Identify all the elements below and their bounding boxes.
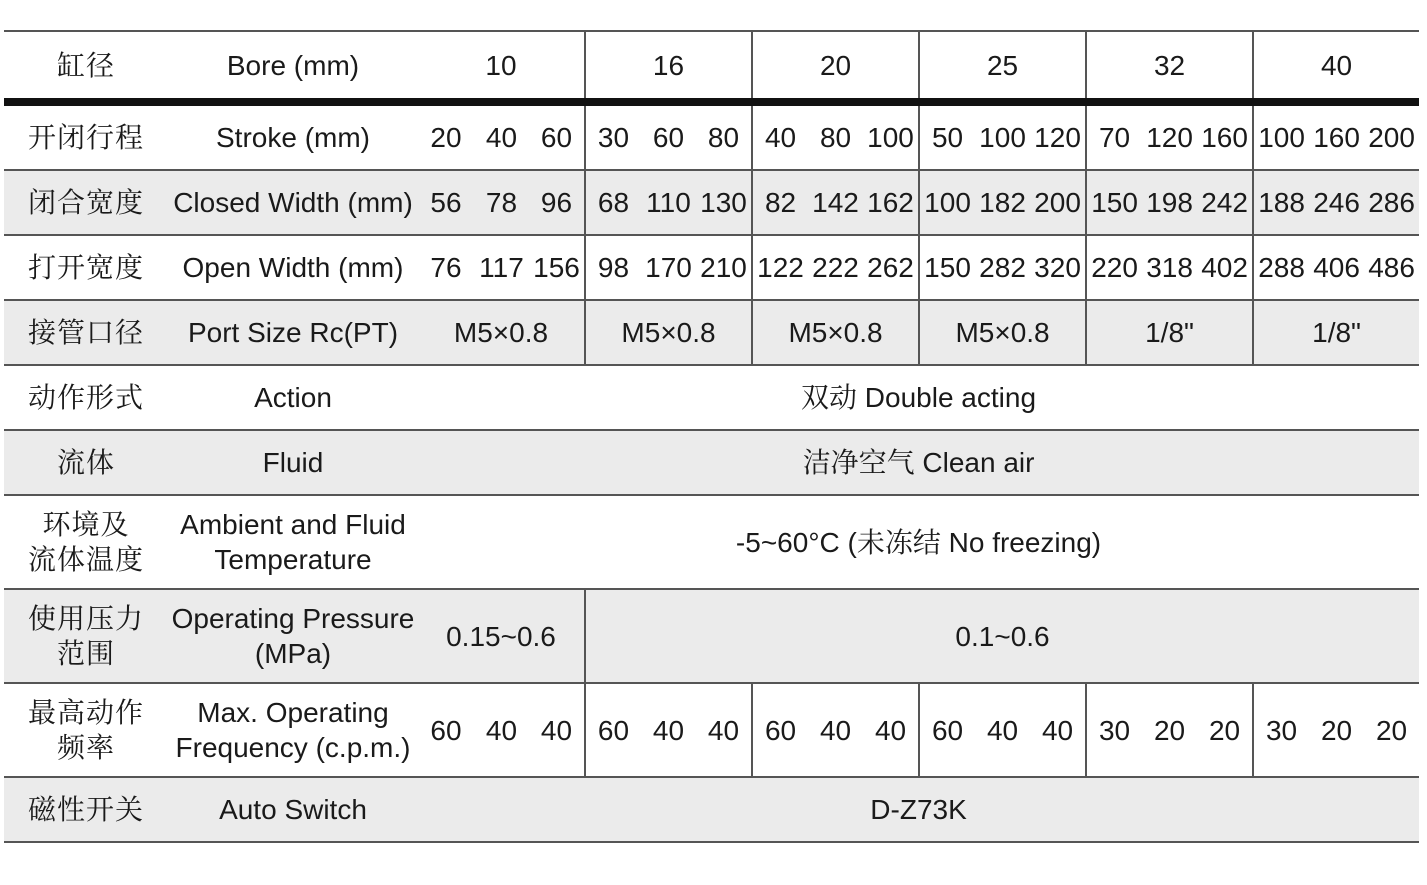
port-size-cell: M5×0.8 <box>585 300 752 365</box>
closed-width-cell: 198 <box>1142 170 1197 235</box>
frequency-label-en-line2: Frequency (c.p.m.) <box>175 732 411 763</box>
stroke-cell: 160 <box>1309 102 1364 170</box>
pressure-label-en-line2: (MPa) <box>254 638 332 669</box>
temperature-value: -5~60°C (未冻结 No freezing) <box>418 495 1419 589</box>
auto-switch-value: D-Z73K <box>418 777 1419 842</box>
stroke-row <box>4 102 1419 170</box>
stroke-cell: 80 <box>696 102 752 170</box>
closed-width-row <box>4 170 1419 235</box>
frequency-cell: 30 <box>1086 683 1142 777</box>
open-width-cell: 282 <box>975 235 1030 300</box>
stroke-cell: 160 <box>1197 102 1253 170</box>
port-size-cell: M5×0.8 <box>752 300 919 365</box>
frequency-cell: 40 <box>696 683 752 777</box>
stroke-cell: 60 <box>641 102 696 170</box>
closed-width-cell: 100 <box>919 170 975 235</box>
open-width-cell: 156 <box>529 235 585 300</box>
pressure-label-en <box>168 589 418 683</box>
frequency-cell: 60 <box>585 683 641 777</box>
closed-width-cell: 82 <box>752 170 808 235</box>
stroke-cell: 60 <box>529 102 585 170</box>
bore-16: 16 <box>585 31 752 102</box>
bore-40: 40 <box>1253 31 1419 102</box>
pressure-label-en-line1: Operating Pressure <box>171 603 415 634</box>
pressure-value-others: 0.1~0.6 <box>585 589 1419 683</box>
frequency-cell: 40 <box>1030 683 1086 777</box>
stroke-cell: 80 <box>808 102 863 170</box>
frequency-label-cn <box>4 683 168 777</box>
open-width-cell: 220 <box>1086 235 1142 300</box>
fluid-value: 洁净空气 Clean air <box>418 430 1419 495</box>
stroke-cell: 120 <box>1142 102 1197 170</box>
stroke-cell: 20 <box>418 102 474 170</box>
frequency-cell: 20 <box>1309 683 1364 777</box>
port-size-label-cn: 接管口径 <box>4 300 168 365</box>
open-width-cell: 222 <box>808 235 863 300</box>
temperature-label-en <box>168 495 418 589</box>
frequency-cell: 40 <box>808 683 863 777</box>
fluid-row <box>4 430 1419 495</box>
frequency-cell: 60 <box>418 683 474 777</box>
action-row <box>4 365 1419 430</box>
open-width-label-cn: 打开宽度 <box>4 235 168 300</box>
closed-width-cell: 56 <box>418 170 474 235</box>
closed-width-cell: 96 <box>529 170 585 235</box>
closed-width-cell: 286 <box>1364 170 1419 235</box>
stroke-cell: 100 <box>975 102 1030 170</box>
frequency-cell: 40 <box>975 683 1030 777</box>
closed-width-cell: 246 <box>1309 170 1364 235</box>
closed-width-cell: 242 <box>1197 170 1253 235</box>
open-width-row <box>4 235 1419 300</box>
pressure-label-cn-line2: 范围 <box>56 638 115 669</box>
temperature-label-cn-line1: 环境及 <box>42 509 130 540</box>
stroke-label-cn: 开闭行程 <box>4 102 168 170</box>
bore-label-cn: 缸径 <box>4 31 168 102</box>
closed-width-label-cn: 闭合宽度 <box>4 170 168 235</box>
open-width-cell: 406 <box>1309 235 1364 300</box>
header-row <box>4 31 1419 102</box>
temperature-label-en-line2: Temperature <box>214 544 372 575</box>
bore-label-en: Bore (mm) <box>168 31 418 102</box>
spec-table <box>4 30 1419 843</box>
port-size-cell: 1/8" <box>1086 300 1253 365</box>
pressure-label-cn-line1: 使用压力 <box>27 603 144 634</box>
bore-32: 32 <box>1086 31 1253 102</box>
open-width-cell: 320 <box>1030 235 1086 300</box>
stroke-cell: 100 <box>863 102 919 170</box>
open-width-label-en: Open Width (mm) <box>168 235 418 300</box>
auto-switch-row <box>4 777 1419 842</box>
bore-10: 10 <box>418 31 585 102</box>
closed-width-cell: 142 <box>808 170 863 235</box>
open-width-cell: 76 <box>418 235 474 300</box>
stroke-cell: 100 <box>1253 102 1309 170</box>
frequency-label-cn-line2: 频率 <box>56 732 115 763</box>
open-width-cell: 117 <box>474 235 529 300</box>
frequency-cell: 30 <box>1253 683 1309 777</box>
stroke-cell: 70 <box>1086 102 1142 170</box>
frequency-cell: 20 <box>1364 683 1419 777</box>
stroke-cell: 30 <box>585 102 641 170</box>
open-width-cell: 122 <box>752 235 808 300</box>
frequency-cell: 40 <box>863 683 919 777</box>
frequency-cell: 40 <box>474 683 529 777</box>
port-size-label-en: Port Size Rc(PT) <box>168 300 418 365</box>
bore-25: 25 <box>919 31 1086 102</box>
frequency-cell: 40 <box>641 683 696 777</box>
frequency-cell: 60 <box>752 683 808 777</box>
temperature-row <box>4 495 1419 589</box>
fluid-label-cn: 流体 <box>4 430 168 495</box>
frequency-label-en <box>168 683 418 777</box>
stroke-cell: 40 <box>474 102 529 170</box>
temperature-label-cn <box>4 495 168 589</box>
closed-width-cell: 78 <box>474 170 529 235</box>
closed-width-cell: 130 <box>696 170 752 235</box>
closed-width-cell: 200 <box>1030 170 1086 235</box>
frequency-label-en-line1: Max. Operating <box>197 697 389 728</box>
closed-width-cell: 110 <box>641 170 696 235</box>
port-size-cell: M5×0.8 <box>418 300 585 365</box>
open-width-cell: 262 <box>863 235 919 300</box>
open-width-cell: 288 <box>1253 235 1309 300</box>
closed-width-cell: 68 <box>585 170 641 235</box>
stroke-cell: 200 <box>1364 102 1419 170</box>
frequency-label-cn-line1: 最高动作 <box>27 697 144 728</box>
open-width-cell: 170 <box>641 235 696 300</box>
closed-width-cell: 162 <box>863 170 919 235</box>
pressure-value-bore10: 0.15~0.6 <box>418 589 585 683</box>
open-width-cell: 318 <box>1142 235 1197 300</box>
fluid-label-en: Fluid <box>168 430 418 495</box>
temperature-label-en-line1: Ambient and Fluid <box>180 509 406 540</box>
open-width-cell: 150 <box>919 235 975 300</box>
port-size-row <box>4 300 1419 365</box>
frequency-cell: 20 <box>1197 683 1253 777</box>
action-label-en: Action <box>168 365 418 430</box>
pressure-label-cn <box>4 589 168 683</box>
frequency-cell: 20 <box>1142 683 1197 777</box>
action-value: 双动 Double acting <box>418 365 1419 430</box>
open-width-cell: 98 <box>585 235 641 300</box>
port-size-cell: 1/8" <box>1253 300 1419 365</box>
open-width-cell: 210 <box>696 235 752 300</box>
stroke-label-en: Stroke (mm) <box>168 102 418 170</box>
temperature-label-cn-line2: 流体温度 <box>27 544 144 575</box>
auto-switch-label-cn: 磁性开关 <box>4 777 168 842</box>
auto-switch-label-en: Auto Switch <box>168 777 418 842</box>
stroke-cell: 40 <box>752 102 808 170</box>
frequency-row <box>4 683 1419 777</box>
action-label-cn: 动作形式 <box>4 365 168 430</box>
pressure-row <box>4 589 1419 683</box>
closed-width-label-en: Closed Width (mm) <box>168 170 418 235</box>
closed-width-cell: 150 <box>1086 170 1142 235</box>
open-width-cell: 486 <box>1364 235 1419 300</box>
stroke-cell: 120 <box>1030 102 1086 170</box>
stroke-cell: 50 <box>919 102 975 170</box>
closed-width-cell: 188 <box>1253 170 1309 235</box>
bore-20: 20 <box>752 31 919 102</box>
frequency-cell: 40 <box>529 683 585 777</box>
frequency-cell: 60 <box>919 683 975 777</box>
open-width-cell: 402 <box>1197 235 1253 300</box>
closed-width-cell: 182 <box>975 170 1030 235</box>
port-size-cell: M5×0.8 <box>919 300 1086 365</box>
